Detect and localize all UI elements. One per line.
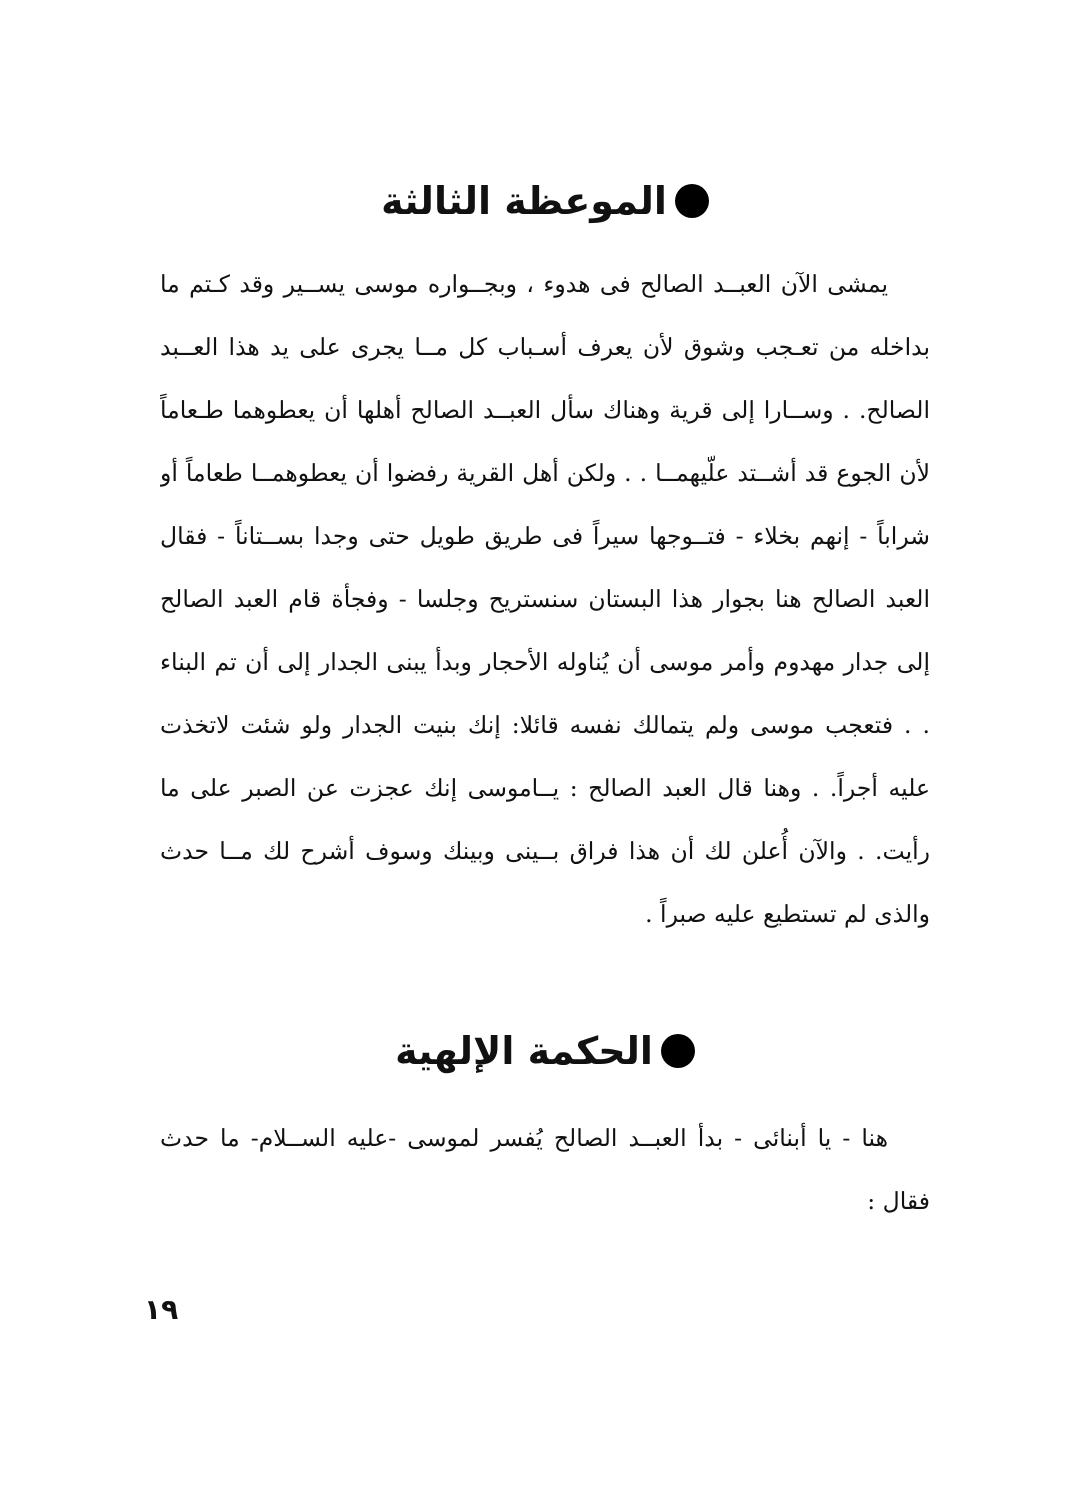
paragraph-divine-wisdom	[160, 1107, 930, 1233]
text-line: إلى جدار مهدوم وأمر موسى أن يُناوله الأحجار وبدأ يبنى الجدار إلى أن تم البناء	[160, 648, 930, 676]
text-line: هنا - يا أبنائى - بدأ العبــد الصالح يُفسر لموسى -عليه الســلام- ما حدث	[160, 1124, 888, 1152]
paragraph-third-sermon	[160, 253, 930, 946]
text-line: الصالح. . وســارا إلى قرية وهناك سأل العبــد الصالح أهلها أن يعطوهما طـعاماً	[160, 396, 930, 424]
section-heading-third-sermon	[160, 176, 930, 226]
text-line: والذى لم تستطيع عليه صبراً .	[645, 900, 930, 928]
text-line: العبد الصالح هنا بجوار هذا البستان سنستريح وجلسا - وفجأة قام العبد الصالح	[160, 585, 930, 613]
text-line: عليه أجراً. . وهنا قال العبد الصالح : يــاموسى إنك عجزت عن الصبر على ما	[160, 774, 930, 802]
bullet-icon	[661, 1034, 695, 1068]
bullet-icon	[675, 184, 709, 218]
text-line: رأيت. . والآن أُعلن لك أن هذا فراق بــينى وبينك وسوف أشرح لك مــا حدث	[160, 837, 930, 865]
text-line: . . فتعجب موسى ولم يتمالك نفسه قائلا: إنك بنيت الجدار ولو شئت لاتخذت	[160, 711, 930, 739]
section-heading-divine-wisdom	[160, 1026, 930, 1076]
heading-text: الموعظة الثالثة	[381, 179, 667, 223]
text-line: بداخله من تعـجب وشوق لأن يعرف أسـباب كل مــا يجرى على يد هذا العــبد	[160, 333, 930, 361]
page-number: ١٩	[144, 1293, 179, 1326]
text-line: يمشى الآن العبــد الصالح فى هدوء ، وبجــواره موسى يســير وقد كـتم ما	[160, 270, 888, 298]
text-line: لأن الجوع قد أشــتد علّيهمــا . . ولكن أهل القرية رفضوا أن يعطوهمــا طعاماً أو	[160, 459, 930, 487]
text-line: شراباً - إنهم بخلاء - فتــوجها سيراً فى طريق طويل حتى وجدا بســتاناً - فقال	[160, 522, 930, 550]
text-line: فقال :	[867, 1187, 930, 1215]
heading-text: الحكمة الإلهية	[395, 1029, 653, 1073]
